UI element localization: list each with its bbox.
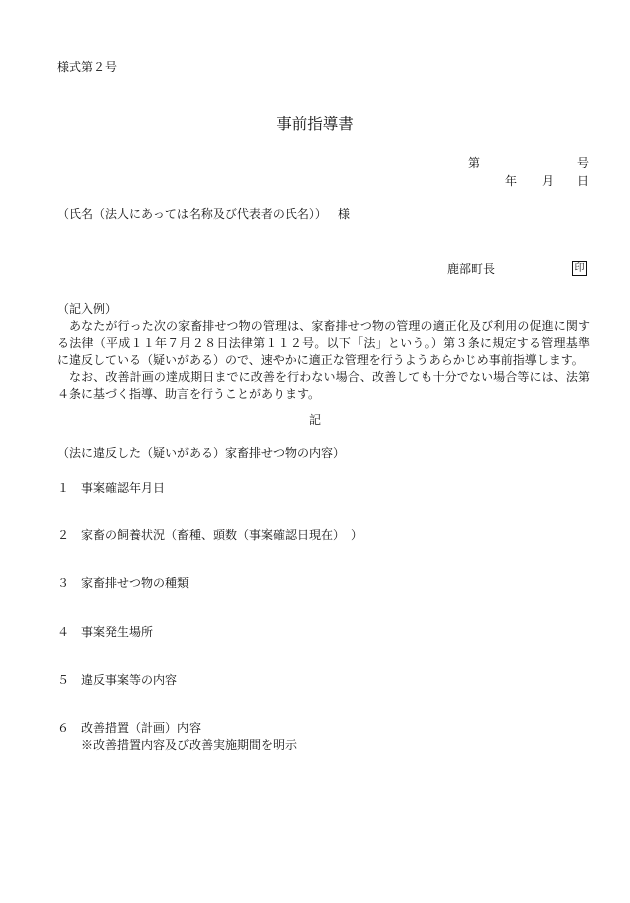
doc-number-suffix: 号 — [577, 156, 590, 170]
item-number: ６ — [57, 721, 70, 735]
body-text — [57, 318, 590, 403]
addressee-name: （氏名（法人にあっては名称及び代表者の氏名）） — [57, 207, 327, 221]
item-label: 家畜の飼養状況（畜種、頭数（事案確認日現在） ） — [81, 528, 364, 542]
item-number: ４ — [57, 625, 70, 639]
item-label: 違反事案等の内容 — [81, 673, 178, 687]
content-heading: （法に違反した（疑いがある）家畜排せつ物の内容） — [57, 446, 346, 460]
item-note: ※改善措置内容及び改善実施期間を明示 — [81, 738, 298, 752]
body-paragraph-2: なお、改善計画の達成期日までに改善を行わない場合、改善しても十分でない場合等には、法第４条に基づく指導、助言を行うことがあります。 — [57, 370, 590, 401]
body-paragraph-1: あなたが行った次の家畜排せつ物の管理は、家畜排せつ物の管理の適正化及び利用の促進に関する法律（平成１１年７月２８日法律第１１２号。以下「法」という。）第３条に規定する管理基準に違反している（疑いがある）ので、速やかに適正な管理を行うようあらかじめ事前指導します。 — [57, 319, 590, 367]
ki-heading: 記 — [308, 413, 321, 427]
date-month: 月 — [542, 174, 555, 188]
issuer-title: 鹿部町長 — [447, 262, 496, 276]
addressee-honorific: 様 — [338, 207, 351, 221]
item-number: ５ — [57, 673, 70, 687]
doc-number-prefix: 第 — [468, 156, 481, 170]
example-label: （記入例） — [57, 302, 118, 316]
date-day: 日 — [577, 174, 590, 188]
date-year: 年 — [505, 174, 518, 188]
item-number: ３ — [57, 576, 70, 590]
item-label: 改善措置（計画）内容 — [81, 721, 202, 735]
item-label: 家畜排せつ物の種類 — [81, 576, 190, 590]
item-number: １ — [57, 481, 70, 495]
item-number: ２ — [57, 528, 70, 542]
item-label: 事案確認年月日 — [81, 481, 166, 495]
seal-mark: 印 — [572, 261, 587, 276]
form-number: 様式第２号 — [57, 60, 118, 74]
document-title: 事前指導書 — [276, 115, 354, 133]
item-label: 事案発生場所 — [81, 625, 154, 639]
